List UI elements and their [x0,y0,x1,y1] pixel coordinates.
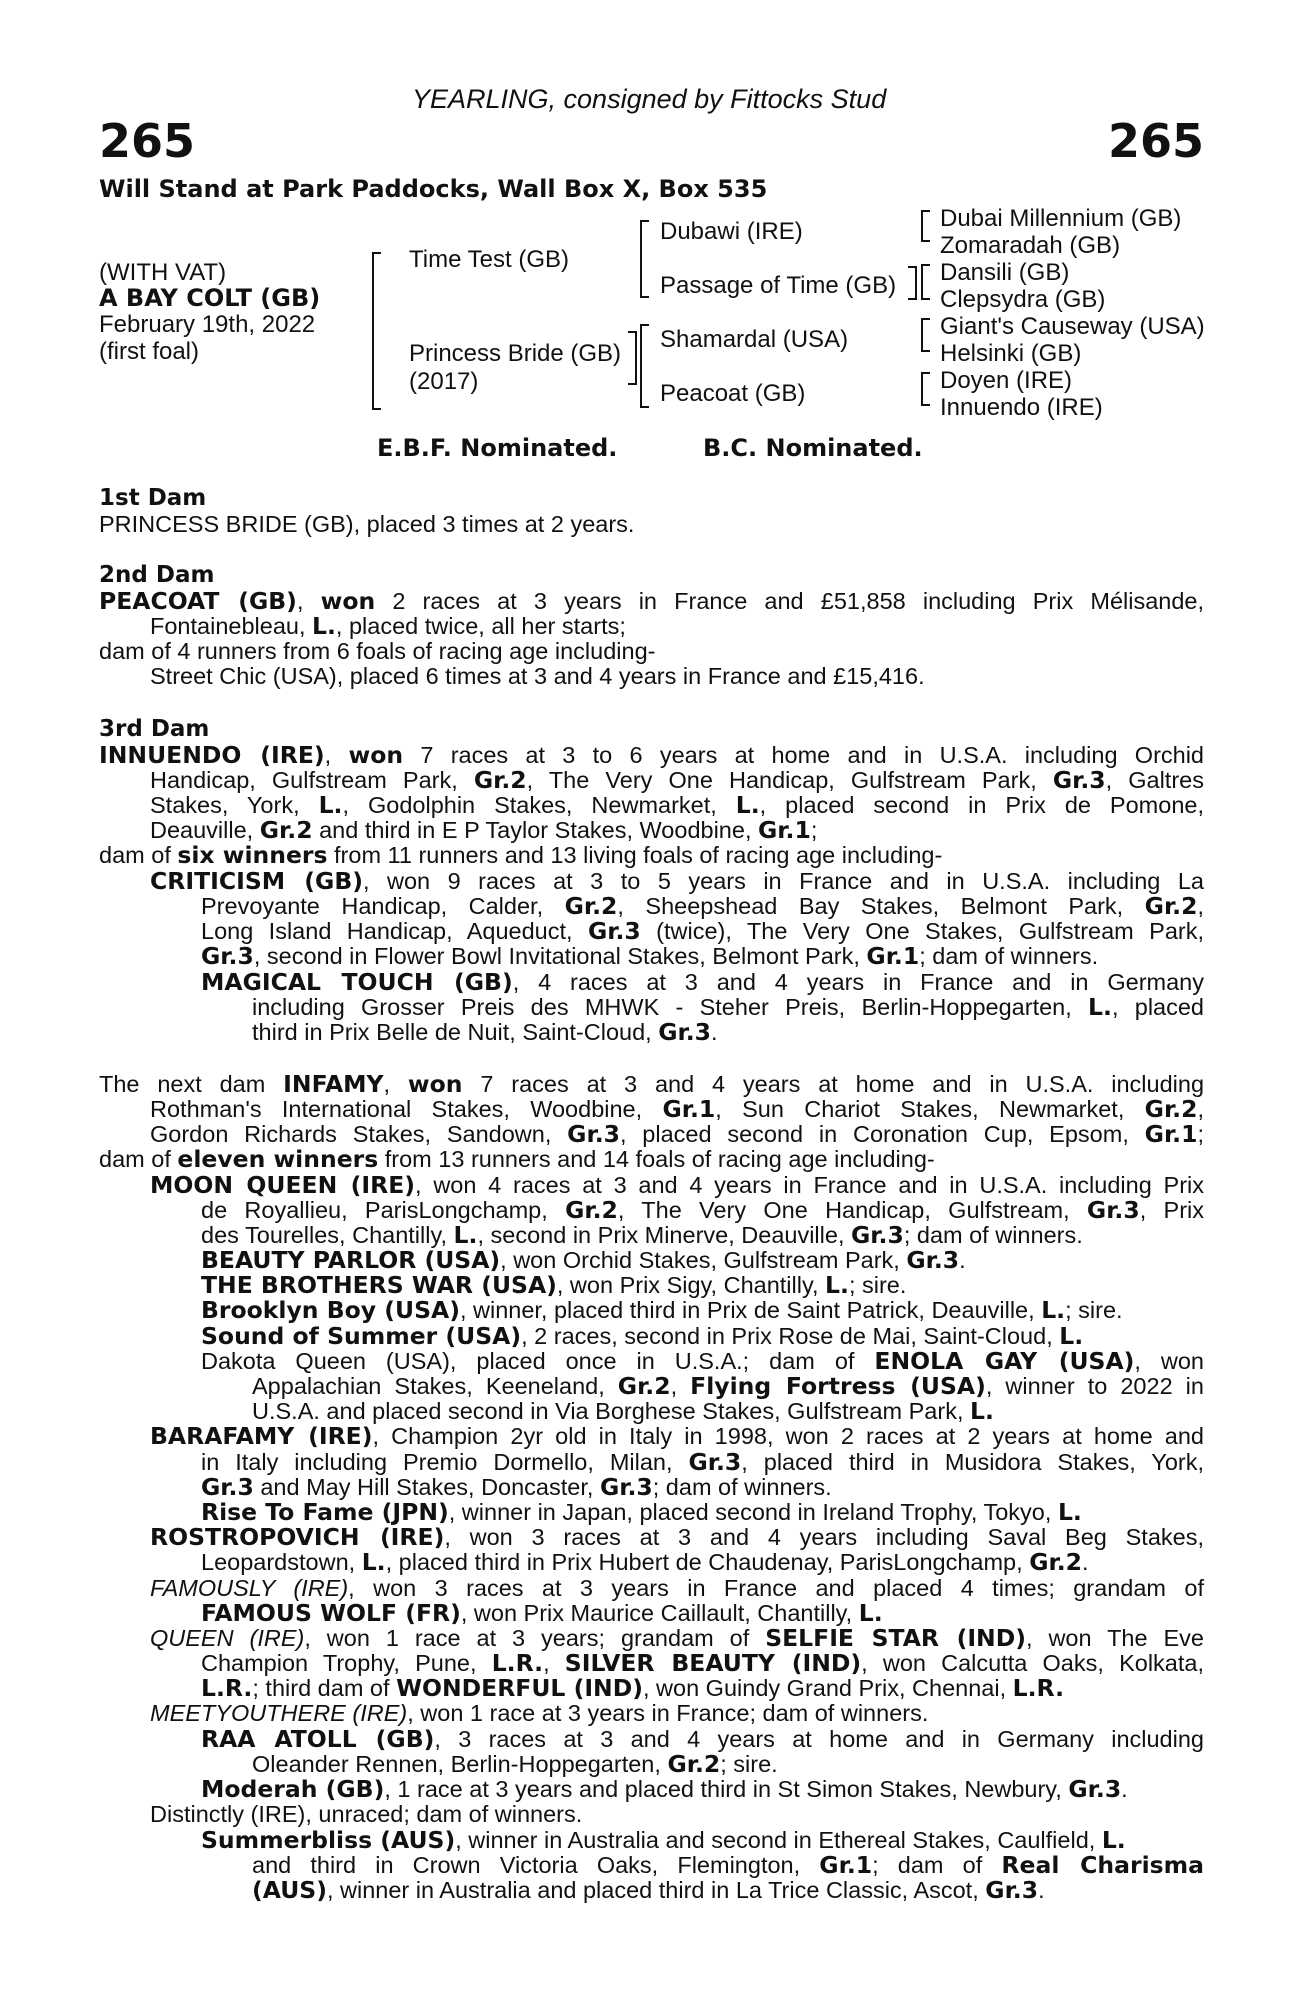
body-line: Gr.3, second in Flower Bowl Invitational Stakes, Belmont Park, Gr.1; dam of winners. [201,942,1099,970]
body-line: CRITICISM (GB), won 9 races at 3 to 5 years in France and in U.S.A. including La [150,867,1204,895]
bc-nomination: B.C. Nominated. [703,434,923,462]
pedigree-dsd: Helsinki (GB) [940,340,1082,367]
pedigree-sds: Dansili (GB) [940,259,1070,286]
body-line: Summerbliss (AUS), winner in Australia and second in Ethereal Stakes, Caulfield, L. [201,1826,1126,1854]
pedigree-dds: Doyen (IRE) [940,367,1073,394]
pedigree-brace-ss [921,210,930,242]
pedigree-dam: Princess Bride (GB) [409,340,622,367]
body-line: Distinctly (IRE), unraced; dam of winners. [150,1801,583,1827]
second-dam-heading: 2nd Dam [99,562,215,588]
pedigree-ssd: Zomaradah (GB) [940,232,1121,259]
pedigree-brace-sire [640,220,649,298]
body-line: Gr.3 and May Hill Stakes, Doncaster, Gr.3; dam of winners. [201,1473,832,1501]
body-line: dam of 4 runners from 6 foals of racing age including- [99,638,656,664]
body-line: Long Island Handicap, Aqueduct, Gr.3 (twice), The Very One Stakes, Gulfstream Park, [201,917,1204,945]
body-line: Dakota Queen (USA), placed once in U.S.A.; dam of ENOLA GAY (USA), won [201,1347,1204,1375]
body-line: MAGICAL TOUCH (GB), 4 races at 3 and 4 years in France and in Germany [201,968,1204,996]
body-line: Appalachian Stakes, Keeneland, Gr.2, Flying Fortress (USA), winner to 2022 in [252,1372,1204,1400]
body-line: PEACOAT (GB), won 2 races at 3 years in France and £51,858 including Prix Mélisande, [99,587,1205,615]
body-line: Oleander Rennen, Berlin-Hoppegarten, Gr.2; sire. [252,1750,778,1778]
body-line: Champion Trophy, Pune, L.R., SILVER BEAUTY (IND), won Calcutta Oaks, Kolkata, [201,1649,1204,1677]
pedigree-brace-main [372,252,381,410]
pedigree-dss: Giant's Causeway (USA) [940,313,1205,340]
body-line: FAMOUSLY (IRE), won 3 races at 3 years in France and placed 4 times; grandam of [150,1575,1204,1601]
pedigree-brace-ds [921,318,930,352]
pedigree-sire-sire: Dubawi (IRE) [660,218,803,245]
body-line: Fontainebleau, L., placed twice, all her starts; [150,612,626,640]
body-line: FAMOUS WOLF (FR), won Prix Maurice Caillault, Chantilly, L. [201,1599,883,1627]
body-line: Sound of Summer (USA), 2 races, second in Prix Rose de Mai, Saint-Cloud, L. [201,1322,1084,1350]
body-line: Handicap, Gulfstream Park, Gr.2, The Very One Handicap, Gulfstream Park, Gr.3, Galtres [150,766,1204,794]
body-line: Moderah (GB), 1 race at 3 years and placed third in St Simon Stakes, Newbury, Gr.3. [201,1775,1128,1803]
body-line: dam of eleven winners from 13 runners and 14 foals of racing age including- [99,1145,935,1173]
body-line: including Grosser Preis des MHWK - Steher Preis, Berlin-Hoppegarten, L., placed [252,993,1205,1021]
body-line: Rise To Fame (JPN), winner in Japan, placed second in Ireland Trophy, Tokyo, L. [201,1498,1082,1526]
body-line: in Italy including Premio Dormello, Milan, Gr.3, placed third in Musidora Stakes, York, [201,1448,1204,1476]
consignment-line: YEARLING, consigned by Fittocks Stud [412,84,887,114]
pedigree-brace-dam [640,324,649,408]
body-line: Stakes, York, L., Godolphin Stakes, Newmarket, L., placed second in Prix de Pomone, [150,791,1204,819]
body-line: (AUS), winner in Australia and placed third in La Trice Classic, Ascot, Gr.3. [252,1876,1045,1904]
body-line: INNUENDO (IRE), won 7 races at 3 to 6 years at home and in U.S.A. including Orchid [99,741,1205,769]
vat-note: (WITH VAT) [99,259,227,286]
body-line: Street Chic (USA), placed 6 times at 3 and 4 years in France and £15,416. [150,663,925,689]
body-line: RAA ATOLL (GB), 3 races at 3 and 4 years at home and in Germany including [201,1725,1204,1753]
body-line: QUEEN (IRE), won 1 race at 3 years; grandam of SELFIE STAR (IND), won The Eve [150,1624,1204,1652]
pedigree-sire-dam: Passage of Time (GB) [660,272,897,299]
body-line: BARAFAMY (IRE), Champion 2yr old in Italy in 1998, won 2 races at 2 years at home and [150,1422,1204,1450]
foal-note: (first foal) [99,338,200,365]
third-dam-heading: 3rd Dam [99,716,210,742]
body-line: THE BROTHERS WAR (USA), won Prix Sigy, Chantilly, L.; sire. [201,1271,907,1299]
pedigree-sire: Time Test (GB) [409,246,570,273]
pedigree-dam-sire: Shamardal (USA) [660,326,849,353]
body-line: Gordon Richards Stakes, Sandown, Gr.3, placed second in Coronation Cup, Epsom, Gr.1; [150,1120,1204,1148]
body-line: Leopardstown, L., placed third in Prix Hubert de Chaudenay, ParisLongchamp, Gr.2. [201,1548,1089,1576]
body-line: Brooklyn Boy (USA), winner, placed third in Prix de Saint Patrick, Deauville, L.; sire. [201,1296,1123,1324]
horse-dob: February 19th, 2022 [99,311,316,338]
body-line: Deauville, Gr.2 and third in E P Taylor Stakes, Woodbine, Gr.1; [150,816,818,844]
body-line: third in Prix Belle de Nuit, Saint-Cloud, Gr.3. [252,1018,718,1046]
pedigree-sdd: Clepsydra (GB) [940,286,1106,313]
pedigree-dam-dam: Peacoat (GB) [660,380,806,407]
pedigree-ddd: Innuendo (IRE) [940,394,1103,421]
pedigree-brace-sd-right [908,266,917,300]
pedigree-brace-dd [921,372,930,406]
pedigree-dam-year: (2017) [409,368,479,395]
pedigree-sss: Dubai Millennium (GB) [940,205,1182,232]
body-line: des Tourelles, Chantilly, L., second in Prix Minerve, Deauville, Gr.3; dam of winners. [201,1221,1083,1249]
body-line: L.R.; third dam of WONDERFUL (IND), won Guindy Grand Prix, Chennai, L.R. [201,1674,1065,1702]
pedigree-brace-dam-right [628,331,637,385]
body-line: MOON QUEEN (IRE), won 4 races at 3 and 4 years in France and in U.S.A. including Prix [150,1171,1204,1199]
body-line: dam of six winners from 11 runners and 13 living foals of racing age including- [99,841,943,869]
body-line: U.S.A. and placed second in Via Borghese Stakes, Gulfstream Park, L. [252,1397,994,1425]
body-line: and third in Crown Victoria Oaks, Flemington, Gr.1; dam of Real Charisma [252,1851,1204,1879]
body-line: MEETYOUTHERE (IRE), won 1 race at 3 years in France; dam of winners. [150,1700,929,1726]
body-line: ROSTROPOVICH (IRE), won 3 races at 3 and 4 years including Saval Beg Stakes, [150,1523,1204,1551]
horse-name: A BAY COLT (GB) [99,284,321,312]
lot-number-right: 265 [1107,114,1204,168]
first-dam-heading: 1st Dam [99,485,207,511]
body-line: Rothman's International Stakes, Woodbine, Gr.1, Sun Chariot Stakes, Newmarket, Gr.2, [150,1095,1204,1123]
lot-number-left: 265 [99,114,196,168]
stand-location: Will Stand at Park Paddocks, Wall Box X, Box 535 [99,175,768,203]
body-line: BEAUTY PARLOR (USA), won Orchid Stakes, Gulfstream Park, Gr.3. [201,1246,966,1274]
body-line: The next dam INFAMY, won 7 races at 3 and 4 years at home and in U.S.A. including [99,1070,1205,1098]
body-line: PRINCESS BRIDE (GB), placed 3 times at 2 years. [99,511,635,537]
body-line: de Royallieu, ParisLongchamp, Gr.2, The Very One Handicap, Gulfstream, Gr.3, Prix [201,1196,1205,1224]
pedigree-brace-sd [921,264,930,300]
body-line: Prevoyante Handicap, Calder, Gr.2, Sheepshead Bay Stakes, Belmont Park, Gr.2, [201,892,1204,920]
ebf-nomination: E.B.F. Nominated. [377,434,618,462]
